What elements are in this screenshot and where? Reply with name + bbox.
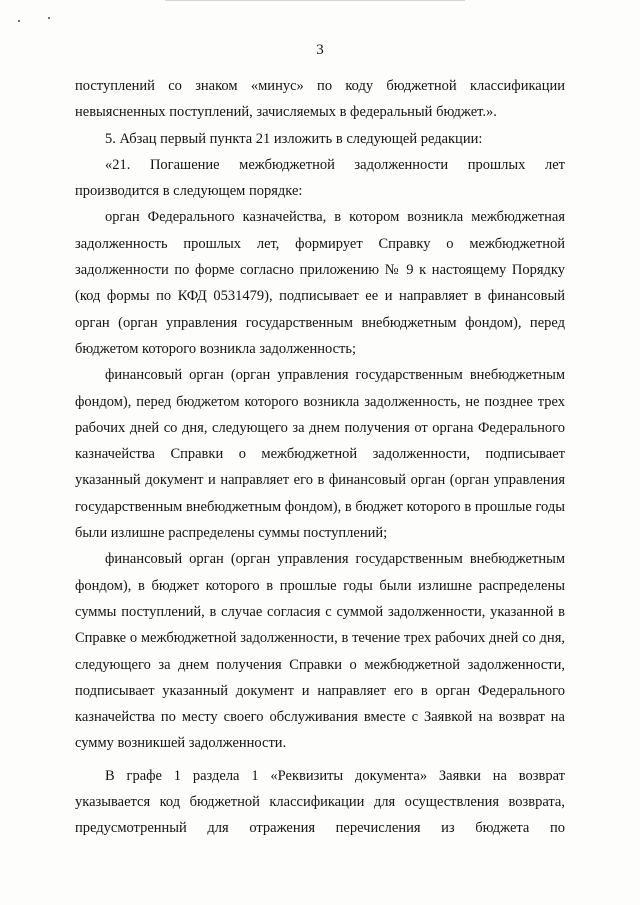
page-number: 3 bbox=[316, 42, 324, 58]
paragraph-section-1-column-1: В графе 1 раздела 1 «Реквизиты документа» Заявки на возврат указывается код бюджетной классификации для осуществления возврата, предусмотренный для отражения перечисления из бюджета по bbox=[75, 767, 565, 837]
paragraph-financial-body-debtor: финансовый орган (орган управления государственным внебюджетным фондом), перед бюджетом которого возникла задолженность, не позднее трех рабочих дней со дня, следующего за днем получения от органа Федерального казначейства Справки о межбюджетной задолженности, подписывает указанный документ и направляет его в финансовый орган (орган управления государственным внебюджетным фондом), в бюджет которого в прошлые годы были излишне распределены суммы поступлений; bbox=[75, 367, 565, 542]
paragraph-continuation: поступлений со знаком «минус» по коду бюджетной классификации невыясненных поступлений, зачисляемых в федеральный бюджет.». bbox=[75, 78, 565, 121]
scan-speck bbox=[48, 17, 50, 19]
paragraph-clause-21: «21. Погашение межбюджетной задолженности прошлых лет производится в следующем порядке: bbox=[75, 156, 565, 200]
scan-speck bbox=[18, 20, 20, 22]
paragraph-amendment-5: 5. Абзац первый пункта 21 изложить в следующей редакции: bbox=[105, 130, 483, 147]
paragraph-financial-body-creditor: финансовый орган (орган управления государственным внебюджетным фондом), в бюджет которого в прошлые годы были излишне распределены суммы поступлений, в случае согласия с суммой задолженности, указанной в Справке о межбюджетной задолженности, в течение трех рабочих дней со дня, следующего за днем получения Справки о межбюджетной задолженности, подписывает указанный документ и направляет его в орган Федерального казначейства по месту своего обслуживания вместе с Заявкой на возврат на сумму возникшей задолженности. bbox=[75, 551, 565, 752]
paragraph-treasury-body: орган Федерального казначейства, в котором возникла межбюджетная задолженность прошлых лет, формирует Справку о межбюджетной задолженности по форме согласно приложению № 9 к настоящему Порядку (код формы по КФД 0531479), подписывает ее и направляет в финансовый орган (орган управления государственным внебюджетным фондом), перед бюджетом которого возникла задолженность; bbox=[75, 209, 565, 357]
scan-top-edge bbox=[165, 0, 465, 1]
document-body bbox=[75, 73, 565, 842]
